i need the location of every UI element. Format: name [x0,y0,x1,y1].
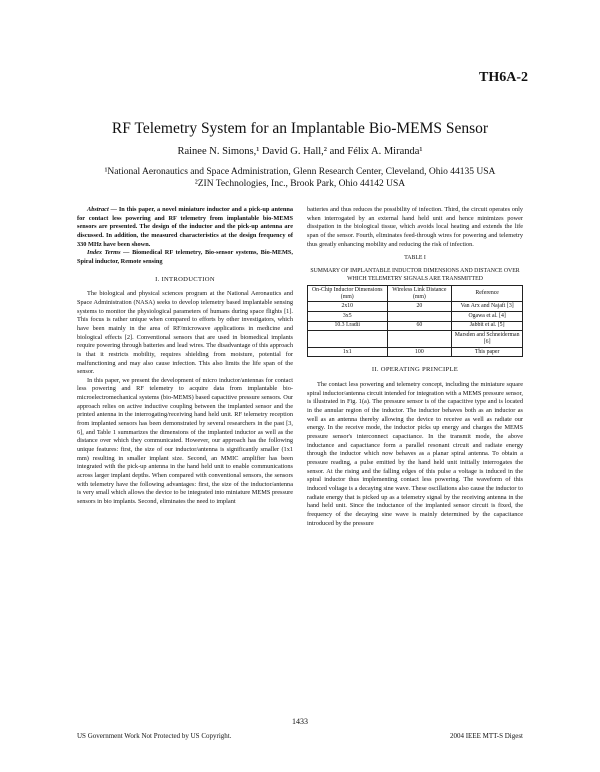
footer-copyright: US Government Work Not Protected by US Copyright. [77,732,232,740]
left-column [77,206,293,507]
table-row [308,347,523,357]
table-cell: 60 [387,321,452,331]
index-terms-label: Index Terms — [87,249,130,257]
table-row [308,331,523,348]
table-header-row [308,285,523,302]
table-cell: 10.3 I.radii [308,321,388,331]
table-cell: 3x5 [308,312,388,322]
table-label: TABLE I [404,255,426,262]
table-cell: 20 [387,302,452,312]
table-cell: 100 [387,347,452,357]
affiliation-2: ²ZIN Technologies, Inc., Brook Park, Ohio 44142 USA [194,179,406,189]
abstract-label: Abstract — [87,206,117,213]
table-row [308,321,523,331]
table-header: Reference [452,285,523,302]
table-cell [387,331,452,348]
page-number: 1433 [292,717,308,726]
footer-digest: 2004 IEEE MTT-S Digest [449,732,523,740]
table-cell: Jabbit et al. [5] [452,321,523,331]
abstract-text: In this paper, a novel miniature inductor and a pick-up antenna for contact less powering and RF telemetry from implantable bio-MEMS sensors are presented. The design of the inductor and the pick-up antenna are discussed. In addition, the measured characteristics at the design frequency of 330 MHz have been shown. [77,206,293,248]
authors: Rainee N. Simons,¹ David G. Hall,² and Félix A. Miranda¹ [177,146,423,157]
affiliation-1: ¹National Aeronautics and Space Administration, Glenn Research Center, Cleveland, Ohio 44135 USA [104,167,496,177]
table-caption: SUMMARY OF IMPLANTABLE INDUCTOR DIMENSIONS AND DISTANCE OVER WHICH TELEMETRY SIGNALS ARE TRANSMITTED [310,268,520,282]
table-cell: Marsden and Schneiderman [6] [452,331,523,348]
table-cell: Van Arx and Najafi [3] [452,302,523,312]
abstract [77,206,293,249]
table-header: Wireless Link Distance (mm) [387,285,452,302]
right-column [307,206,523,528]
intro-paragraph-1: The biological and physical sciences program at the National Aeronautics and Space Administration (NASA) seeks to develop telemetry based implantable sensing systems to monitor the physiological parameters of humans during space flights [1]. This focus is rather unique when compared to efforts by other investigators, which have been mainly in the area of RF/microwave applications in medicine and biological effects [2]. Conventional sensors that are used in biomedical implants require powering through batteries and lead wires. The disadvantage of this approach is that it restricts mobility, requires shielding from moisture, potential for malfunctioning and may also cause infection. This also limits the life span of the sensor. [77,290,293,376]
table-cell: 1x1 [308,347,388,357]
index-terms-text: Biomedical RF telemetry, Bio-sensor systems, Bio-MEMS, Spiral inductor, Remote sensing [77,249,293,265]
table-cell: Ogawa et al. [4] [452,312,523,322]
table-cell: 2x10 [308,302,388,312]
intro-paragraph-2: In this paper, we present the development of micro inductor/antennas for contact less powering and RF telemetry to acquire data from implantable bio-microelectromechanical systems (bio-MEMS) based capacitive pressure sensors. Our approach relies on active inductive coupling between the implanted sensor and the printed antenna in the interrogating/receiving hand held unit. RF telemetry reception from implanted sensors has been demonstrated by several researchers in the past [3, 6], and Table 1 summarizes the dimensions of the implanted inductor as well as the distance over which they communicated. However, our approach has the following unique features: first, the size of our inductor/antenna is significantly smaller (1x1 mm) resulting in smaller implant size. Second, an MMIC amplifier has been integrated with the pick-up antenna in the hand held unit to enable communications across larger implant depths. When compared with conventional sensors, the sensors with telemetry have the following advantages: first, the size of the inductor/antenna is very small which allows the device to be integrated into miniature MEMS pressure sensors in bio implants. Second, eliminates the need to implant [77,376,293,505]
right-column-continuation: batteries and thus reduces the possibility of infection. Third, the circuit operates only when interrogated by an external hand held unit and hence minimizes power dissipation in the biological tissue, which avoids local heating and extends the life span of the sensor. Fourth, eliminates feed-through wires for powering and telemetry thus greatly enhancing mobility and reducing the risk of infection. [307,206,523,248]
table-row [308,302,523,312]
paper-title: RF Telemetry System for an Implantable Bio-MEMS Sensor [111,120,489,137]
dimensions-table [307,285,523,358]
principle-paragraph-1: The contact less powering and telemetry concept, including the miniature square spiral inductor/antenna circuit intended for integration with a MEMS pressure sensor, is illustrated in Fig. 1(a). The pressure sensor is of the capacitive type and is located in the annular region of the inductor. The inductor behaves both as an inductor as well as an antenna thereby allowing the device to receive as well as radiate our energy. In the receive mode, the inductor picks up energy and charges the MEMS pressure sensor's interconnect capacitance. In the transmit mode, the above inductance and capacitance form a parallel resonant circuit and radiate energy through the inductor which now behaves as a planar spiral antenna. To obtain a pressure reading, a pulse emitted by the hand held unit initially interrogates the sensor. At the rising and the falling edges of this pulse a voltage is induced in the spiral inductor thus implementing contact less powering. The waveform of this induced voltage is a decaying sine wave. These oscillations also cause the inductor to radiate energy that is picked up as a telemetry signal by the receiving antenna in the hand held unit. Since the inductance of the implanted sensor circuit is fixed, the frequency of the decaying sine wave is mainly determined by the capacitance introduced by the pressure [307,381,523,527]
table-cell [387,312,452,322]
paper-code: TH6A-2 [479,70,528,85]
section-heading-operating-principle: II. OPERATING PRINCIPLE [371,366,459,374]
table-header: On-Chip Inductor Dimensions (mm) [308,285,388,302]
table-cell: This paper [452,347,523,357]
table-cell [308,331,388,348]
section-heading-introduction: I. INTRODUCTION [155,275,215,283]
table-row [308,312,523,322]
index-terms [77,249,293,266]
